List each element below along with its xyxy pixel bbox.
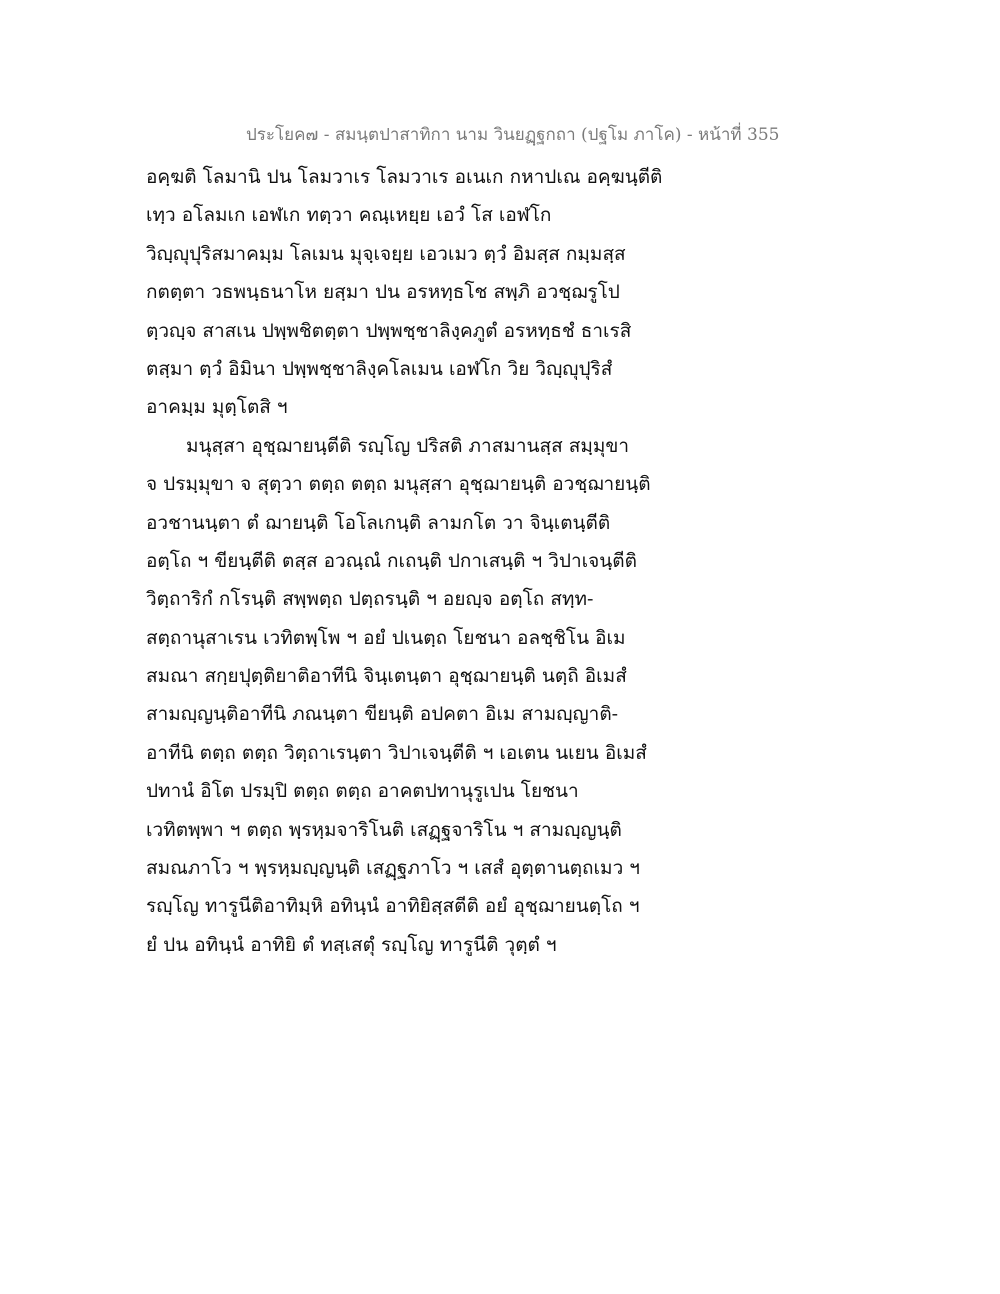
text-line: วิญฺญุปุริสมาคมฺม โลเมน มุจฺเจยฺย เอวเมว ตฺวํ อิมสฺส กมฺมสฺส <box>146 242 626 265</box>
text-line: อคฺฆติ โลมานิ ปน โลมวาเร โลมวาเร อเนเก กหาปเณ อคฺฆนฺตีติ <box>146 166 663 188</box>
text-line: สตฺถานุสาเรน เวทิตพฺโพ ฯ อยํ ปเนตฺถ โยชนา อลชฺชิโน อิเม <box>146 626 626 649</box>
text-line: สามญฺญนฺติอาทีนิ ภณนฺตา ขียนฺติ อปคตา อิเม สามญฺญาติ- <box>146 703 619 726</box>
text-line: กตตฺตา วธพนฺธนาโห ยสฺมา ปน อรหทฺธโช สพฺภิ อวชฺฌรูโป <box>146 281 620 304</box>
text-line: ตฺวญฺจ สาสเน ปพฺพชิตตฺตา ปพฺพชฺชาลิงฺคภูตํ อรหทฺธชํ ธาเรสิ <box>146 319 632 342</box>
text-line: วิตฺถาริกํ กโรนฺติ สพฺพตฺถ ปตฺถรนฺติ ฯ อยญฺจ อตฺโถ สทฺท- <box>146 588 594 611</box>
text-line: ยํ ปน อทินฺนํ อาทิยิ ตํ ทสฺเสตุํ รญฺโญ ทารูนีติ วุตฺตํ ฯ <box>146 933 557 956</box>
text-line: อตฺโถ ฯ ขียนฺตีติ ตสฺส อวณฺณํ กเถนฺติ ปกาเสนฺติ ฯ วิปาเจนฺตีติ <box>146 549 637 572</box>
text-line: เทฺว อโลมเก เอฬเก ทตฺวา คณฺเหยฺย เอวํ โส เอฬโก <box>146 204 552 227</box>
text-line: ปทานํ อิโต ปรมฺปิ ตตฺถ ตตฺถ อาคตปทานุรูเปน โยชนา <box>146 780 579 803</box>
text-line: จ ปรมฺมุขา จ สุตฺวา ตตฺถ ตตฺถ มนุสฺสา อุชฺฌายนฺติ อวชฺฌายนฺติ <box>146 473 651 496</box>
text-line: ตสฺมา ตฺวํ อิมินา ปพฺพชฺชาลิงฺคโลเมน เอฬโก วิย วิญฺญุปุริสํ <box>146 357 613 380</box>
text-line: อาคมฺม มุตฺโตสิ ฯ <box>146 396 288 419</box>
paragraph-first-line: มนุสฺสา อุชฺฌายนฺตีติ รญฺโญ ปริสติ ภาสมานสฺส สมฺมุขา <box>186 434 630 457</box>
text-line: สมณา สกฺยปุตฺติยาติอาทีนิ จินฺเตนฺตา อุชฺฌายนฺติ นตฺถิ อิเมสํ <box>146 665 627 688</box>
text-line: อาทีนิ ตตฺถ ตตฺถ วิตฺถาเรนฺตา วิปาเจนฺตีติ ฯ เอเตน นเยน อิเมสํ <box>146 741 647 764</box>
text-line: อวชานนฺตา ตํ ฌายนฺติ โอโลเกนฺติ ลามกโต วา จินฺเตนฺตีติ <box>146 511 611 534</box>
text-line: รญฺโญ ทารูนีติอาทิมฺหิ อทินฺนํ อาทิยิสฺสตีติ อยํ อุชฺฌายนตฺโถ ฯ <box>146 895 640 918</box>
text-line: เวทิตพฺพา ฯ ตตฺถ พฺรหฺมจาริโนติ เสฏฺฐจาริโน ฯ สามญฺญนฺติ <box>146 818 622 841</box>
text-line: สมณภาโว ฯ พฺรหฺมญฺญนฺติ เสฏฺฐภาโว ฯ เสสํ อุตฺตานตฺถเมว ฯ <box>146 857 640 880</box>
body-text <box>146 158 686 964</box>
running-header: ประโยค๗ - สมนฺตปาสาทิกา นาม วินยฏฺฐกถา (ปฐโม ภาโค) - หน้าที่ 355 <box>246 125 780 145</box>
